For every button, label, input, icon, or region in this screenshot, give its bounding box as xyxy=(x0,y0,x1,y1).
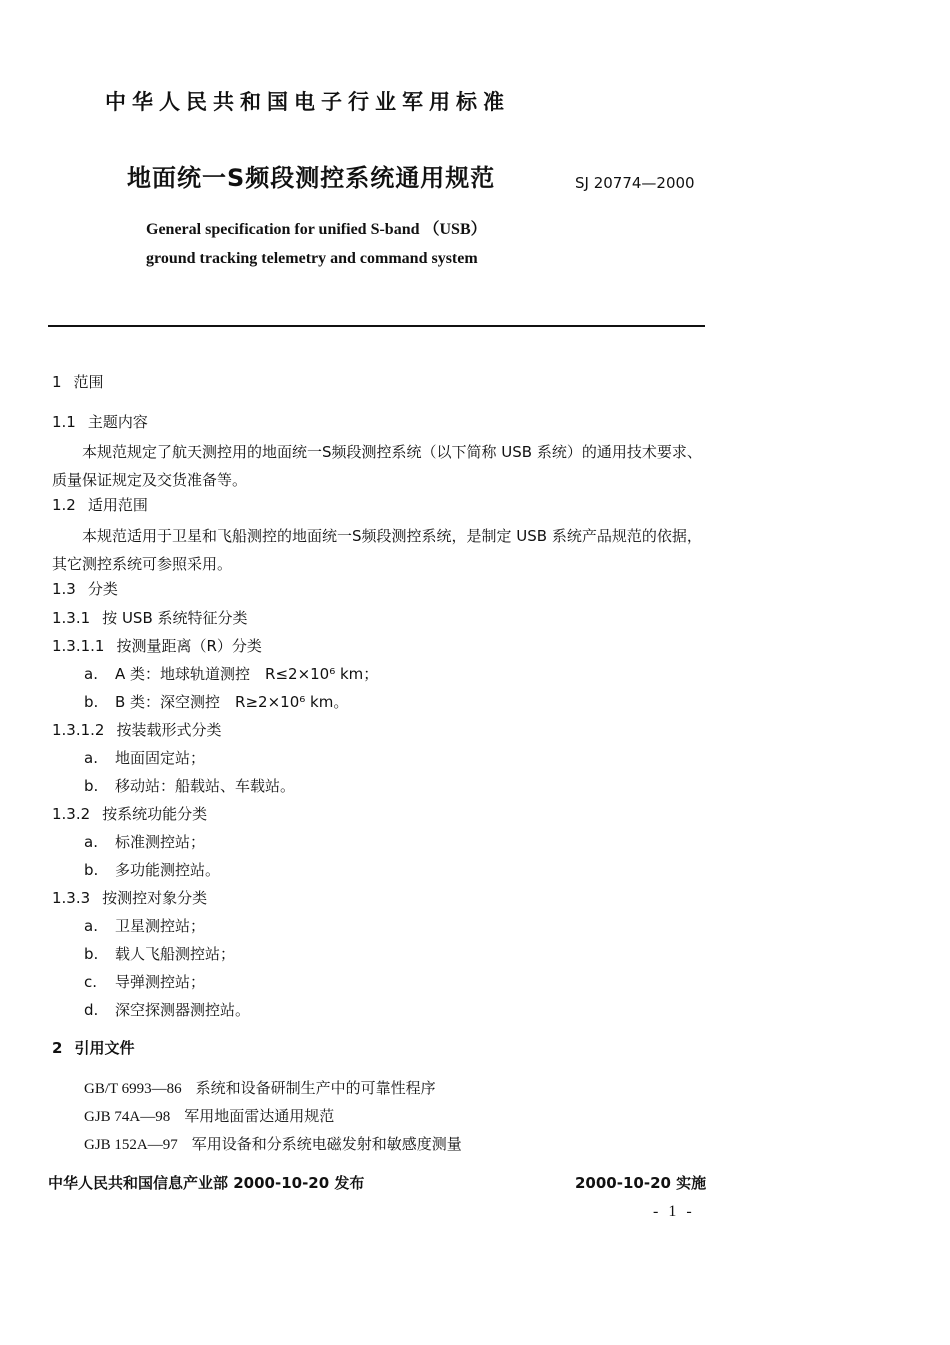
section-title: 范围 xyxy=(73,373,104,391)
section-title: 按测量距离（R）分类 xyxy=(116,637,262,655)
reference-code: GB/T 6993—86 xyxy=(84,1081,182,1097)
section-title: 引用文件 xyxy=(74,1039,135,1057)
section-title: 按系统功能分类 xyxy=(102,805,208,823)
reference-item xyxy=(84,1105,334,1126)
section-title: 按装载形式分类 xyxy=(116,721,222,739)
section-number: 1.3.3 xyxy=(52,889,91,907)
list-marker: a. xyxy=(84,749,98,767)
list-text: 深空探测器测控站。 xyxy=(115,1001,251,1019)
list-item xyxy=(84,831,205,852)
reference-item xyxy=(84,1133,462,1154)
standard-header: 中华人民共和国电子行业军用标准 xyxy=(105,90,510,114)
list-item xyxy=(84,999,250,1020)
issue-statement: 中华人民共和国信息产业部 2000-10-20 发布 xyxy=(48,1174,365,1192)
english-title-line-2: ground tracking telemetry and command system xyxy=(146,250,478,267)
section-number: 2 xyxy=(52,1039,63,1057)
list-text: 导弹测控站； xyxy=(115,973,206,991)
list-marker: a. xyxy=(84,917,98,935)
document-title: 地面统一S频段测控系统通用规范 xyxy=(127,164,496,192)
list-text: 地面固定站； xyxy=(115,749,206,767)
section-1-2-paragraph: 本规范适用于卫星和飞船测控的地面统一S频段测控系统，是制定 USB 系统产品规范的依据，其它测控系统可参照采用。 xyxy=(52,527,702,573)
section-title: 主题内容 xyxy=(87,413,148,431)
section-number: 1.3.1.1 xyxy=(52,637,105,655)
list-marker: c. xyxy=(84,973,98,991)
effective-date: 2000-10-20 实施 xyxy=(575,1174,707,1192)
list-marker: a. xyxy=(84,665,98,683)
document-code: SJ 20774—2000 xyxy=(575,174,695,192)
section-1-3-3-heading xyxy=(52,887,207,908)
list-item xyxy=(84,747,205,768)
section-1-2-heading xyxy=(52,494,148,515)
section-number: 1.3 xyxy=(52,580,76,598)
reference-code: GJB 152A—97 xyxy=(84,1137,178,1153)
section-1-3-heading xyxy=(52,578,118,599)
list-text: 载人飞船测控站； xyxy=(115,945,236,963)
reference-item xyxy=(84,1077,436,1098)
list-item xyxy=(84,943,235,964)
header-divider xyxy=(48,325,705,327)
list-text: 卫星测控站； xyxy=(115,917,206,935)
list-item xyxy=(84,859,220,880)
section-1-3-1-heading xyxy=(52,607,248,628)
section-title: 按测控对象分类 xyxy=(102,889,208,907)
page-number: - 1 - xyxy=(653,1203,695,1220)
section-number: 1.1 xyxy=(52,413,76,431)
section-1-3-2-heading xyxy=(52,803,207,824)
reference-title: 系统和设备研制生产中的可靠性程序 xyxy=(195,1079,436,1097)
list-item xyxy=(84,663,378,684)
section-number: 1.2 xyxy=(52,496,76,514)
list-text: 标准测控站； xyxy=(115,833,206,851)
section-number: 1.3.1.2 xyxy=(52,721,105,739)
section-1-1-heading xyxy=(52,411,148,432)
section-1-3-1-1-heading xyxy=(52,635,262,656)
section-number: 1.3.2 xyxy=(52,805,91,823)
list-marker: d. xyxy=(84,1001,99,1019)
section-title: 分类 xyxy=(87,580,118,598)
list-marker: b. xyxy=(84,945,99,963)
list-text: B 类：深空测控 R≥2×10⁶ km。 xyxy=(115,693,349,711)
list-text: A 类：地球轨道测控 R≤2×10⁶ km； xyxy=(115,665,379,683)
list-item xyxy=(84,691,348,712)
reference-title: 军用设备和分系统电磁发射和敏感度测量 xyxy=(191,1135,462,1153)
section-title: 适用范围 xyxy=(87,496,148,514)
list-item xyxy=(84,775,295,796)
list-marker: a. xyxy=(84,833,98,851)
english-title-line-1: General specification for unified S-band （USB） xyxy=(146,221,487,238)
list-item xyxy=(84,971,205,992)
list-marker: b. xyxy=(84,693,99,711)
section-1-1-paragraph: 本规范规定了航天测控用的地面统一S频段测控系统（以下简称 USB 系统）的通用技术要求、质量保证规定及交货准备等。 xyxy=(52,443,702,489)
section-1-heading xyxy=(52,371,104,392)
list-text: 多功能测控站。 xyxy=(115,861,221,879)
reference-code: GJB 74A—98 xyxy=(84,1109,171,1125)
section-1-3-1-2-heading xyxy=(52,719,222,740)
list-marker: b. xyxy=(84,861,99,879)
reference-title: 军用地面雷达通用规范 xyxy=(184,1107,335,1125)
list-text: 移动站：船载站、车载站。 xyxy=(115,777,296,795)
section-title: 按 USB 系统特征分类 xyxy=(102,609,248,627)
list-item xyxy=(84,915,205,936)
section-number: 1 xyxy=(52,373,62,391)
section-number: 1.3.1 xyxy=(52,609,91,627)
section-2-heading xyxy=(52,1037,134,1058)
list-marker: b. xyxy=(84,777,99,795)
